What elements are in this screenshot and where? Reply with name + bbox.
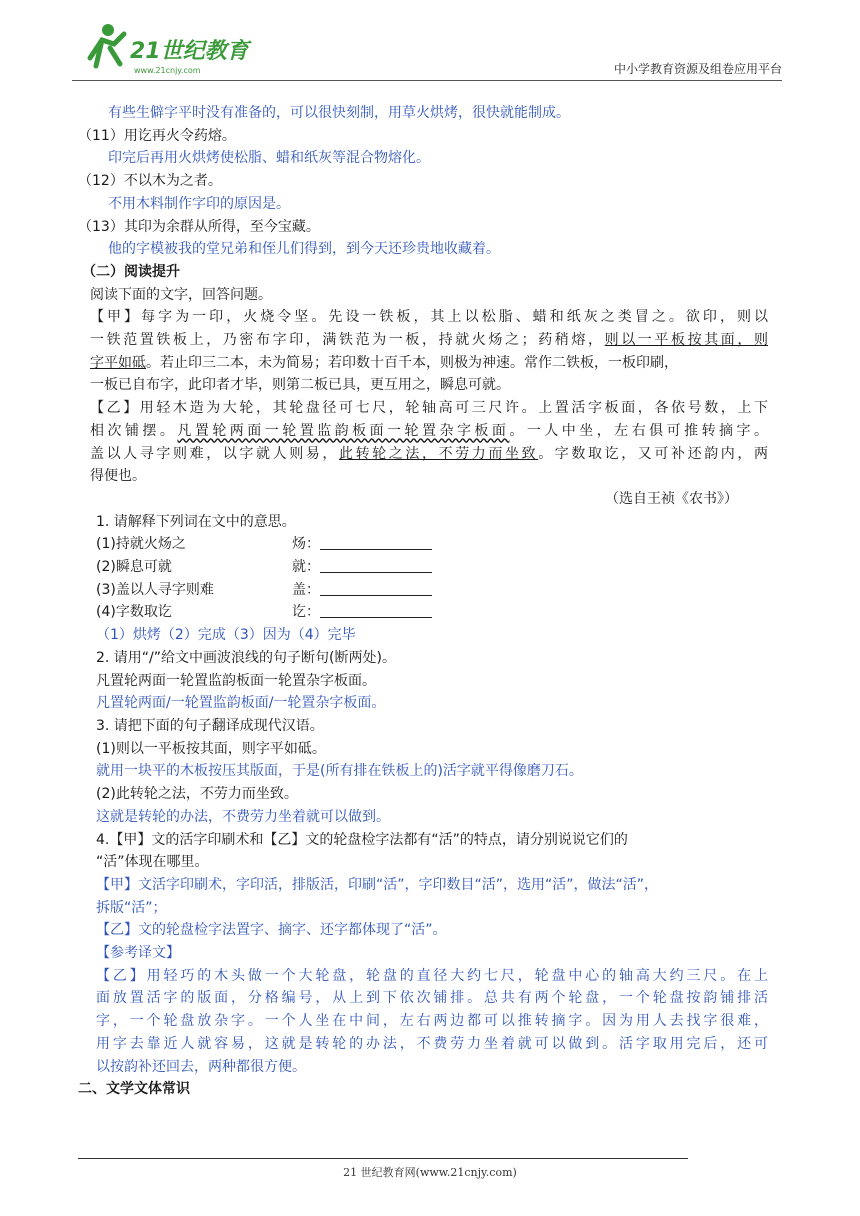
passage-source: （选自王祯《农书》） [605, 490, 738, 507]
item-12: （12）不以木为之者。 [78, 173, 222, 190]
question-1-item: (3)盖以人寻字则难 盖： [78, 579, 768, 602]
question-2: 2. 请用“/”给文中画波浪线的句子断句(断两处)。 [96, 649, 396, 666]
reference-translation-title: 【参考译文】 [96, 945, 180, 962]
item-11: （11）用讫再火令药熔。 [78, 127, 236, 144]
page-footer: 21 世纪教育网(www.21cnjy.com) [343, 1166, 517, 1179]
passage-yi-line: 相次铺摆。凡置轮两面一轮置监韵板面一轮置杂字板面。一人中坐，左右俱可推转摘字。 [90, 422, 769, 439]
blank-field[interactable] [320, 581, 432, 596]
answer-3-2: 这就是转轮的办法，不费劳力坐着就可以做到。 [96, 808, 390, 825]
question-1-item: (2)瞬息可就 就： [78, 556, 768, 579]
passage-jia-line: 一铁范置铁板上，乃密布字印，满铁范为一板，持就火炀之；药稍熔，则以一平板按其面，则 [90, 332, 769, 349]
answer-4: 【乙】文的轮盘检字法置字、摘字、还字都体现了“活”。 [96, 922, 447, 939]
underlined-sentence: 则以一平板按其面，则 [604, 332, 769, 349]
translation-line: 以按韵补还回去，两种都很方便。 [96, 1058, 306, 1075]
question-3: 3. 请把下面的句子翻译成现代汉语。 [96, 717, 324, 734]
document-body [78, 102, 768, 1101]
question-4: 4.【甲】文的活字印刷术和【乙】文的轮盘检字法都有“活”的特点，请分别说说它们的 [96, 831, 628, 848]
question-2-sentence: 凡置轮两面一轮置监韵板面一轮置杂字板面。 [96, 672, 376, 689]
translation-line: 面放置活字的版面，分格编号，从上到下依次铺排。总共有两个轮盘，一个轮盘按韵铺排活 [96, 990, 768, 1007]
passage-yi-line: 【乙】用轻木造为大轮，其轮盘径可七尺，轮轴高可三尺许。上置活字板面，各依号数，上下 [90, 400, 768, 417]
answer-4: 拆版“活”； [96, 899, 167, 916]
answer-2: 凡置轮两面/一轮置监韵板面/一轮置杂字板面。 [96, 695, 386, 712]
answer-11: 印完后再用火烘烤使松脂、蜡和纸灰等混合物熔化。 [108, 150, 430, 167]
answer-13: 他的字模被我的堂兄弟和侄儿们得到，到今天还珍贵地收藏着。 [108, 241, 500, 258]
question-3-1: (1)则以一平板按其面，则字平如砥。 [96, 740, 326, 757]
answer-4: 【甲】文活字印刷术，字印活，排版活，印刷“活”，字印数目“活”，选用“活”，做法“活”， [96, 876, 659, 893]
answer-12: 不用木料制作字印的原因是。 [108, 195, 290, 212]
header-divider [72, 80, 782, 81]
svg-text:21世纪教育: 21世纪教育 [130, 39, 249, 64]
translation-line: 【乙】用轻巧的木头做一个大轮盘，轮盘的直径大约七尺，轮盘中心的轴高大约三尺。在上 [96, 967, 768, 984]
item-13: （13）其印为余群从所得，至今宝藏。 [78, 218, 320, 235]
section-heading-literature: 二、文学文体常识 [78, 1081, 190, 1098]
passage-jia-line: 字平如砥。若止印三二本，未为简易；若印数十百千本，则极为神速。常作二铁板，一板印刷， [90, 354, 678, 371]
passage-yi-line: 盖以人寻字则难，以字就人则易，此转轮之法，不劳力而坐致。字数取讫，又可补还韵内，两 [90, 445, 769, 462]
answer-3-1: 就用一块平的木板按压其版面，于是(所有排在铁板上的)活字就平得像磨刀石。 [96, 763, 583, 780]
question-1: 1. 请解释下列词在文中的意思。 [96, 513, 296, 530]
question-3-2: (2)此转轮之法，不劳力而坐致。 [96, 786, 298, 803]
question-1-item: (1)持就火炀之 炀： [78, 533, 768, 556]
footer-divider [78, 1158, 688, 1159]
reading-instruction: 阅读下面的文字，回答问题。 [90, 286, 272, 303]
passage-jia-line: 一板已自布字，此印者才毕，则第二板已具，更互用之，瞬息可就。 [90, 377, 510, 394]
question-4: “活”体现在哪里。 [96, 854, 209, 871]
section-heading-reading: （二）阅读提升 [82, 263, 180, 280]
page-header [72, 14, 782, 80]
passage-jia-line: 【甲】每字为一印，火烧令坚。先设一铁板，其上以松脂、蜡和纸灰之类冒之。欲印，则以 [90, 309, 768, 326]
translation-line: 用字去靠近人就容易，这就是转轮的办法，不费劳力坐着就可以做到。活字取用完后，还可 [96, 1035, 768, 1052]
underlined-sentence: 字平如砥 [90, 354, 146, 371]
svg-text:www.21cnjy.com: www.21cnjy.com [134, 66, 201, 75]
logo [80, 18, 260, 78]
blank-field[interactable] [320, 558, 432, 573]
answer-1: （1）烘烤（2）完成（3）因为（4）完毕 [96, 627, 356, 644]
question-1-item: (4)字数取讫 讫： [78, 601, 768, 624]
underlined-sentence: 此转轮之法，不劳力而坐致 [339, 445, 539, 462]
passage-yi-line: 得便也。 [90, 468, 146, 485]
platform-name: 中小学教育资源及组卷应用平台 [613, 62, 782, 76]
blank-field[interactable] [320, 535, 432, 550]
translation-line: 字，一个轮盘放杂字。一个人坐在中间，左右两边都可以推转摘字。因为用人去找字很难， [96, 1013, 768, 1030]
answer-10: 有些生僻字平时没有准备的，可以很快刻制，用草火烘烤，很快就能制成。 [108, 105, 570, 121]
blank-field[interactable] [320, 603, 432, 618]
wavy-sentence: 凡置轮两面一轮置监韵板面一轮置杂字板面 [177, 422, 510, 439]
